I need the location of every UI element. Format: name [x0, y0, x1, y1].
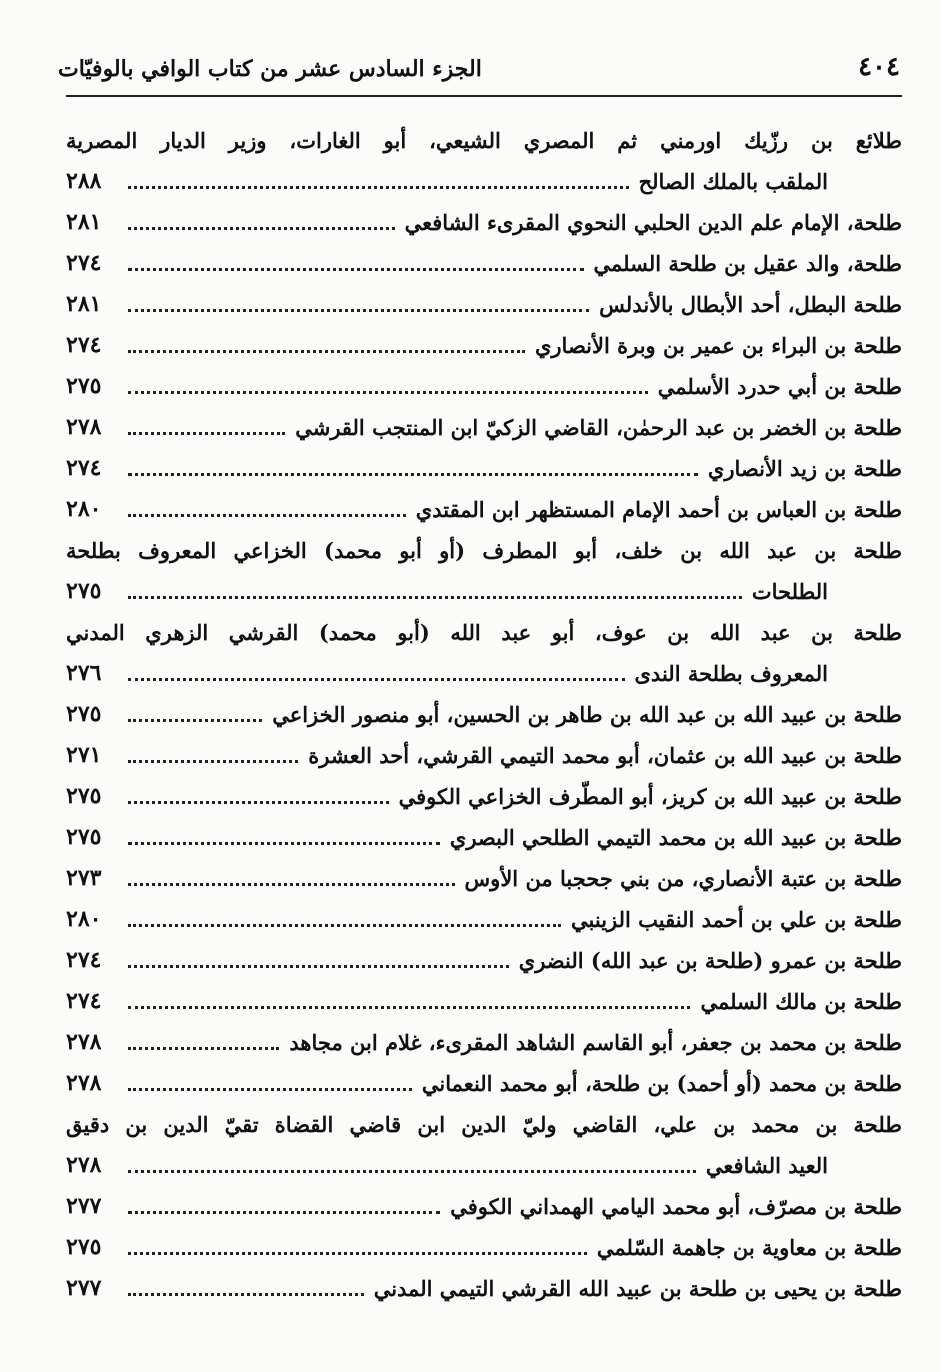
dot-leader [128, 1170, 696, 1173]
dot-leader [128, 514, 406, 517]
dot-leader [128, 309, 589, 312]
dot-leader [128, 227, 395, 230]
dot-leader [128, 801, 389, 804]
dot-leader [128, 1293, 364, 1296]
dot-leader [128, 678, 625, 681]
entry-page-number: ٢٧٨ [66, 1152, 102, 1178]
entry-line [66, 1063, 902, 1104]
index-entry [66, 202, 902, 243]
entry-line [66, 571, 902, 612]
entry-page-number: ٢٧٧ [66, 1193, 102, 1219]
entry-text: طلحة، والد عقيل بن طلحة السلمي [593, 251, 902, 276]
index-entry [66, 1227, 902, 1268]
entry-text: طلحة بن الخضر بن عبد الرحمٰن، القاضي الزكيّ ابن المنتجب القرشي [295, 415, 902, 440]
entry-page-number: ٢٧٥ [66, 783, 102, 809]
entry-page-number: ٢٧١ [66, 742, 102, 768]
index-entry [66, 530, 902, 612]
entry-text: طلحة بن يحيى بن طلحة بن عبيد الله القرشي التيمي المدني [373, 1276, 902, 1301]
entry-page-number: ٢٧٤ [66, 988, 102, 1014]
dot-leader [128, 924, 561, 927]
index-entry [66, 776, 902, 817]
entry-text: الطلحات [751, 579, 828, 604]
dot-leader [128, 268, 584, 271]
index-entry [66, 940, 902, 981]
entry-line [66, 325, 902, 366]
entry-page-number: ٢٧٥ [66, 373, 102, 399]
index-entry [66, 694, 902, 735]
dot-leader [128, 473, 698, 476]
index-entry [66, 1186, 902, 1227]
entry-text: طلحة بن مالك السلمي [700, 989, 902, 1014]
entry-text: طلحة بن محمد بن جعفر، أبو القاسم الشاهد المقرىء، غلام ابن مجاهد [289, 1030, 902, 1055]
index-entry [66, 899, 902, 940]
dot-leader [128, 596, 742, 599]
entry-line [66, 776, 902, 817]
entry-line [66, 981, 902, 1022]
entry-text: طلحة بن البراء بن عمير بن وبرة الأنصاري [534, 333, 902, 358]
entry-line [66, 735, 902, 776]
index-list [66, 120, 902, 1309]
entry-text: طلحة بن عبيد الله بن عثمان، أبو محمد التيمي القرشي، أحد العشرة [308, 743, 902, 768]
entry-line [66, 694, 902, 735]
entry-line [66, 817, 902, 858]
index-entry [66, 817, 902, 858]
index-entry [66, 1063, 902, 1104]
entry-text: طلحة البطل، أحد الأبطال بالأندلس [599, 292, 902, 317]
index-entry [66, 325, 902, 366]
entry-page-number: ٢٧٧ [66, 1275, 102, 1301]
entry-page-number: ٢٧٨ [66, 1070, 102, 1096]
header-rule [66, 95, 902, 97]
entry-page-number: ٢٧٦ [66, 660, 102, 686]
entry-line [66, 1145, 902, 1186]
entry-page-number: ٢٨١ [66, 209, 102, 235]
entry-page-number: ٢٧٥ [66, 701, 102, 727]
dot-leader [128, 391, 648, 394]
entry-line [66, 407, 902, 448]
index-entry [66, 1104, 902, 1186]
entry-text: طلحة بن معاوية بن جاهمة السّلمي [596, 1235, 902, 1260]
dot-leader [128, 842, 440, 845]
entry-line [66, 1186, 902, 1227]
entry-text: المعروف بطلحة الندى [634, 661, 828, 686]
index-entry [66, 1022, 902, 1063]
index-entry [66, 858, 902, 899]
index-entry [66, 489, 902, 530]
entry-page-number: ٢٧٨ [66, 414, 102, 440]
index-entry [66, 448, 902, 489]
dot-leader [128, 432, 285, 435]
index-entry [66, 1268, 902, 1309]
entry-page-number: ٢٧٥ [66, 578, 102, 604]
index-entry [66, 243, 902, 284]
entry-line [66, 1268, 902, 1309]
entry-page-number: ٢٧٣ [66, 865, 102, 891]
entry-page-number: ٢٨٨ [66, 168, 102, 194]
running-title: الجزء السادس عشر من كتاب الوافي بالوفيّات [58, 56, 482, 82]
dot-leader [128, 1047, 279, 1050]
entry-page-number: ٢٧٤ [66, 455, 102, 481]
page-header [58, 52, 900, 92]
entry-line [66, 243, 902, 284]
entry-page-number: ٢٨١ [66, 291, 102, 317]
entry-line [66, 202, 902, 243]
entry-page-number: ٢٧٤ [66, 250, 102, 276]
entry-text: طلحة بن عمرو (طلحة بن عبد الله) النضري [518, 948, 902, 973]
entry-line [66, 161, 902, 202]
index-entry [66, 612, 902, 694]
dot-leader [128, 186, 629, 189]
entry-text: طلحة بن محمد (أو أحمد) بن طلحة، أبو محمد النعماني [421, 1071, 902, 1096]
index-entry [66, 735, 902, 776]
entry-line [66, 940, 902, 981]
entry-text: طلحة بن العباس بن أحمد الإمام المستظهر ابن المقتدي [415, 497, 902, 522]
entry-line [66, 858, 902, 899]
dot-leader [128, 1211, 440, 1214]
entry-page-number: ٢٧٥ [66, 824, 102, 850]
dot-leader [128, 760, 298, 763]
entry-line: طلحة بن محمد بن علي، القاضي وليّ الدين ابن قاضي القضاة تقيّ الدين بن دقيق [66, 1112, 902, 1137]
entry-page-number: ٢٧٤ [66, 947, 102, 973]
entry-line: طلائع بن رزّيك اورمني ثم المصري الشيعي، أبو الغارات، وزير الديار المصرية [66, 128, 902, 153]
entry-text: طلحة، الإمام علم الدين الحلبي النحوي المقرىء الشافعي [404, 210, 902, 235]
dot-leader [128, 1006, 690, 1009]
dot-leader [128, 1252, 587, 1255]
entry-text: طلحة بن علي بن أحمد النقيب الزينبي [571, 907, 902, 932]
index-entry [66, 284, 902, 325]
entry-line [66, 899, 902, 940]
entry-text: طلحة بن عبيد الله بن كريز، أبو المطّرف الخزاعي الكوفي [398, 784, 902, 809]
entry-line [66, 448, 902, 489]
entry-line [66, 284, 902, 325]
entry-text: طلحة بن عتبة الأنصاري، من بني جحجبا من الأوس [464, 866, 902, 891]
entry-page-number: ٢٧٤ [66, 332, 102, 358]
entry-line [66, 366, 902, 407]
entry-text: العيد الشافعي [705, 1153, 828, 1178]
entry-page-number: ٢٧٨ [66, 1029, 102, 1055]
page-number: ٤٠٤ [858, 52, 900, 82]
entry-text: الملقب بالملك الصالح [638, 169, 828, 194]
dot-leader [128, 350, 525, 353]
entry-text: طلحة بن أبي حدرد الأسلمي [657, 374, 902, 399]
entry-text: طلحة بن زيد الأنصاري [707, 456, 902, 481]
entry-text: طلحة بن عبيد الله بن عبد الله بن طاهر بن الحسين، أبو منصور الخزاعي [272, 702, 902, 727]
index-entry [66, 981, 902, 1022]
entry-text: طلحة بن مصرّف، أبو محمد اليامي الهمداني الكوفي [450, 1194, 902, 1219]
dot-leader [128, 965, 509, 968]
dot-leader [128, 719, 262, 722]
index-entry [66, 366, 902, 407]
entry-line [66, 489, 902, 530]
entry-line: طلحة بن عبد الله بن عوف، أبو عبد الله (أبو محمد) القرشي الزهري المدني [66, 620, 902, 645]
entry-line [66, 1022, 902, 1063]
index-entry [66, 120, 902, 202]
dot-leader [128, 1088, 412, 1091]
entry-line [66, 1227, 902, 1268]
entry-line: طلحة بن عبد الله بن خلف، أبو المطرف (أو أبو محمد) الخزاعي المعروف بطلحة [66, 538, 902, 563]
dot-leader [128, 883, 455, 886]
entry-page-number: ٢٨٠ [66, 906, 102, 932]
entry-page-number: ٢٧٥ [66, 1234, 102, 1260]
entry-page-number: ٢٨٠ [66, 496, 102, 522]
entry-text: طلحة بن عبيد الله بن محمد التيمي الطلحي البصري [449, 825, 902, 850]
entry-line [66, 653, 902, 694]
index-entry [66, 407, 902, 448]
